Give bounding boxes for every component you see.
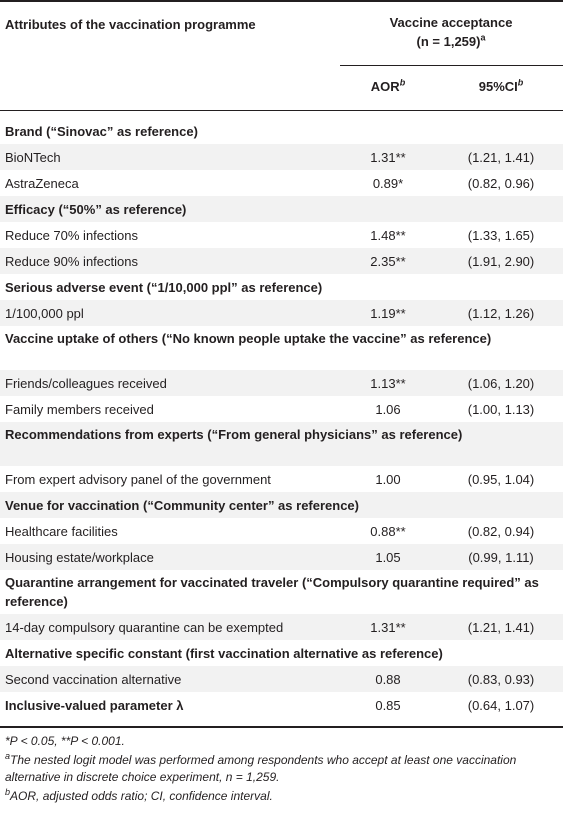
table-row: Healthcare facilities 0.88** (0.82, 0.94) (0, 518, 563, 544)
table-row: 1/100,000 ppl 1.19** (1.12, 1.26) (0, 300, 563, 326)
table-row: AstraZeneca 0.89* (0.82, 0.96) (0, 170, 563, 196)
table-row: Venue for vaccination (“Community center” as reference) (0, 492, 563, 518)
table-row: Reduce 90% infections 2.35** (1.91, 2.90) (0, 248, 563, 274)
table-row: Brand (“Sinovac” as reference) (0, 118, 563, 144)
header-acceptance-n: (n = 1,259)$^a$ (416, 32, 486, 49)
table-row: Friends/colleagues received 1.13** (1.06, 1.20) (0, 370, 563, 396)
table-row: Serious adverse event (“1/10,000 ppl” as reference) (0, 274, 563, 300)
header-bottom-rule (0, 110, 563, 111)
table-bottom-rule (0, 726, 563, 728)
table-row: Efficacy (“50%” as reference) (0, 196, 563, 222)
table-row: From expert advisory panel of the government 1.00 (0.95, 1.04) (0, 466, 563, 492)
table-row: 14-day compulsory quarantine can be exempted 1.31** (1.21, 1.41) (0, 614, 563, 640)
header-ci: $95\%CI^b$ (478, 77, 524, 94)
table-row: Reduce 70% infections 1.48** (1.33, 1.65) (0, 222, 563, 248)
header-subrule (340, 65, 563, 66)
footnote-a: $^a$The nested logit model was performed among respondents who accept at least one vaccination alternative in discrete choice experiment, n = 1,259. (5, 751, 517, 784)
header-aor: AOR$^b$ (370, 77, 406, 94)
table-row: Quarantine arrangement for vaccinated traveler (“Compulsory quarantine required” as reference) (0, 570, 563, 614)
table-row: Second vaccination alternative 0.88 (0.83, 0.93) (0, 666, 563, 692)
table-row: Inclusive-valued parameter λ 0.85 (0.64, 1.07) (0, 692, 563, 718)
table-row: Housing estate/workplace 1.05 (0.99, 1.11) (0, 544, 563, 570)
table-row: Recommendations from experts (“From general physicians” as reference) (0, 422, 563, 466)
table-row: BioNTech 1.31** (1.21, 1.41) (0, 144, 563, 170)
table-top-rule (0, 0, 563, 2)
table-row: Vaccine uptake of others (“No known people uptake the vaccine” as reference) (0, 326, 563, 370)
footnote-significance: *P < 0.05, **P < 0.001. (5, 734, 125, 748)
footnote-b: $^b$AOR, adjusted odds ratio; CI, confidence interval. (5, 787, 273, 803)
table-row: Alternative specific constant (first vaccination alternative as reference) (0, 640, 563, 666)
header-attributes: Attributes of the vaccination programme (5, 17, 256, 32)
table-row: Family members received 1.06 (1.00, 1.13) (0, 396, 563, 422)
header-acceptance (340, 13, 562, 51)
header-acceptance-label: Vaccine acceptance (389, 15, 513, 30)
